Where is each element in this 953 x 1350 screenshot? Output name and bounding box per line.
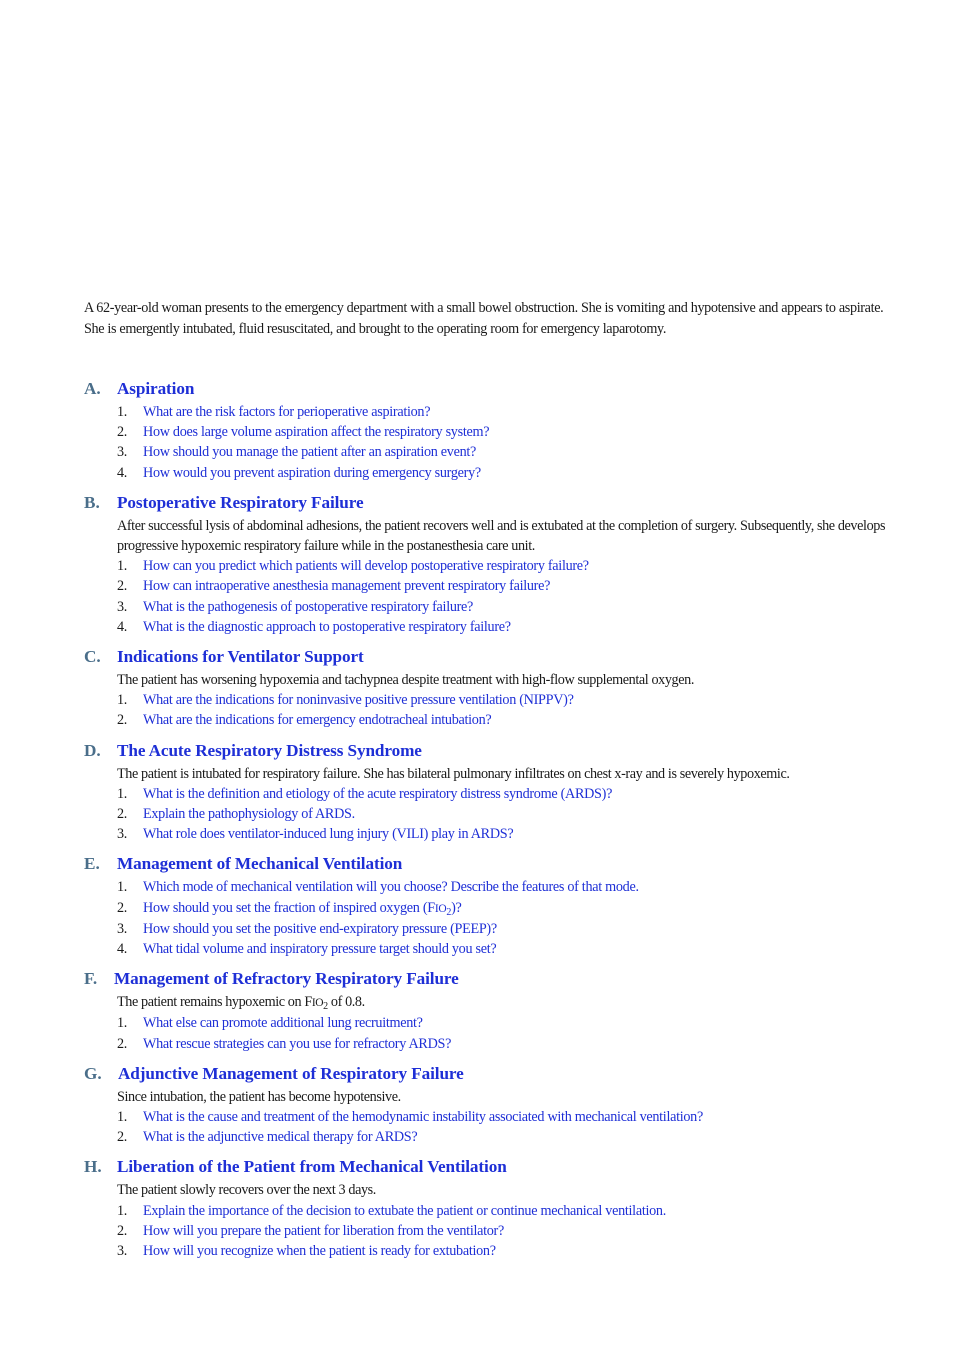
question-number: 3. <box>117 920 128 937</box>
question-item <box>117 442 904 462</box>
question-list <box>117 1013 904 1053</box>
section-f <box>84 966 904 1054</box>
question-item <box>117 710 904 730</box>
subscript: 2 <box>323 1001 328 1013</box>
question-text: What are the risk factors for perioperative aspiration? <box>143 404 431 420</box>
section-heading <box>84 1061 904 1087</box>
question-text-start: How should you set the fraction of inspired oxygen (F <box>143 899 435 916</box>
question-item <box>117 919 904 939</box>
question-text: How can you predict which patients will develop postoperative respiratory failure? <box>143 558 589 575</box>
section-scenario: Since intubation, the patient has become hypotensive. <box>117 1088 401 1105</box>
section-letter: D. <box>84 740 101 760</box>
question-number: 1. <box>117 1202 128 1219</box>
question-text: What role does ventilator-induced lung injury (VILI) play in ARDS? <box>143 826 514 843</box>
section-heading <box>84 738 904 764</box>
question-number: 3. <box>117 598 128 615</box>
question-text: What is the adjunctive medical therapy for ARDS? <box>143 1129 418 1146</box>
question-item <box>117 939 904 959</box>
question-text: What are the indications for noninvasive positive pressure ventilation (NIPPV)? <box>143 692 574 709</box>
section-b <box>84 490 904 637</box>
question-item <box>117 402 904 422</box>
question-text: How will you recognize when the patient is ready for extubation? <box>143 1243 496 1260</box>
question-text: What tidal volume and inspiratory pressure target should you set? <box>143 941 497 958</box>
question-number: 1. <box>117 1109 128 1126</box>
question-item <box>117 597 904 617</box>
question-list <box>117 690 904 730</box>
section-heading <box>84 851 904 877</box>
question-number: 2. <box>117 1035 128 1052</box>
question-item <box>117 1034 904 1054</box>
question-item <box>117 422 904 442</box>
question-number: 1. <box>117 404 128 420</box>
section-title: The Acute Respiratory Distress Syndrome <box>117 740 422 760</box>
subscript: 2 <box>446 906 452 918</box>
fio-small-caps: IO <box>311 997 324 1010</box>
question-text: What is the definition and etiology of the acute respiratory distress syndrome (ARDS)? <box>143 785 613 802</box>
question-number: 1. <box>117 785 128 802</box>
question-text: What else can promote additional lung recruitment? <box>143 1015 423 1032</box>
question-text: How should you manage the patient after an aspiration event? <box>143 444 477 461</box>
section-heading <box>84 1154 904 1180</box>
question-text: How would you prevent aspiration during emergency surgery? <box>143 464 481 481</box>
question-item <box>117 804 904 824</box>
scenario-text-start: The patient remains hypoxemic on F <box>117 994 312 1011</box>
section-scenario: The patient slowly recovers over the next 3 days. <box>117 1182 376 1199</box>
question-text: How should you set the positive end-expiratory pressure (PEEP)? <box>143 920 497 937</box>
question-item <box>117 463 904 483</box>
question-number: 4. <box>117 464 128 481</box>
section-title: Management of Refractory Respiratory Failure <box>114 969 459 989</box>
question-text: How will you prepare the patient for liberation from the ventilator? <box>143 1222 504 1239</box>
section-scenario <box>117 992 904 1013</box>
section-letter: G. <box>84 1063 102 1083</box>
section-heading <box>84 644 904 670</box>
section-letter: F. <box>84 969 98 989</box>
question-number: 3. <box>117 826 128 843</box>
section-title: Postoperative Respiratory Failure <box>117 492 364 512</box>
question-list <box>117 556 904 637</box>
question-item <box>117 898 904 919</box>
question-list <box>117 877 904 959</box>
question-text: What is the cause and treatment of the hemodynamic instability associated with mechanical ventilation? <box>143 1109 703 1126</box>
fio-small-caps: IO <box>434 902 447 915</box>
section-scenario: The patient is intubated for respiratory failure. She has bilateral pulmonary infiltrates on chest x-ray and is severely hypoxemic. <box>117 765 790 782</box>
question-text: Explain the importance of the decision to extubate the patient or continue mechanical ventilation. <box>143 1202 666 1219</box>
section-g <box>84 1061 904 1148</box>
case-intro: A 62-year-old woman presents to the emergency department with a small bowel obstruction. She is vomiting and hypotensive and appears to aspirate. She is emergently intubated, fluid resuscitated, and brought to the operating room for emergency laparotomy. <box>84 300 884 337</box>
question-number: 4. <box>117 618 128 635</box>
question-number: 3. <box>117 444 128 461</box>
section-letter: E. <box>84 854 100 874</box>
question-list <box>117 1201 904 1262</box>
question-text-end: )? <box>451 899 462 916</box>
question-text: How can intraoperative anesthesia management prevent respiratory failure? <box>143 578 551 595</box>
question-number: 2. <box>117 1222 128 1239</box>
question-item <box>117 784 904 804</box>
section-d <box>84 738 904 845</box>
question-number: 2. <box>117 578 128 595</box>
question-number: 1. <box>117 558 128 575</box>
question-text: Which mode of mechanical ventilation will you choose? Describe the features of that mode. <box>143 879 639 896</box>
question-number: 1. <box>117 879 128 896</box>
section-title: Indications for Ventilator Support <box>117 647 364 667</box>
question-text: What rescue strategies can you use for refractory ARDS? <box>143 1035 452 1052</box>
question-item <box>117 617 904 637</box>
question-text: What is the pathogenesis of postoperative respiratory failure? <box>143 598 474 615</box>
question-item <box>117 1241 904 1261</box>
question-number: 2. <box>117 424 128 441</box>
section-title: Adjunctive Management of Respiratory Failure <box>118 1063 464 1083</box>
question-text <box>143 898 462 919</box>
question-item <box>117 1107 904 1127</box>
question-number: 2. <box>117 712 128 729</box>
section-a <box>84 376 904 483</box>
question-text: How does large volume aspiration affect the respiratory system? <box>143 424 490 441</box>
question-item <box>117 576 904 596</box>
section-h <box>84 1154 904 1261</box>
section-letter: B. <box>84 492 100 512</box>
question-item <box>117 556 904 576</box>
section-heading <box>84 376 904 402</box>
question-number: 2. <box>117 1129 128 1146</box>
section-scenario: The patient has worsening hypoxemia and tachypnea despite treatment with high-flow supplemental oxygen. <box>117 672 694 689</box>
section-letter: A. <box>84 379 101 398</box>
section-heading <box>84 490 904 516</box>
section-title: Aspiration <box>117 379 195 398</box>
question-item <box>117 1013 904 1033</box>
question-item <box>117 1127 904 1147</box>
question-number: 2. <box>117 899 128 916</box>
question-list <box>117 1107 904 1147</box>
section-c <box>84 644 904 731</box>
question-item <box>117 1201 904 1221</box>
section-letter: H. <box>84 1157 102 1177</box>
question-text: What is the diagnostic approach to postoperative respiratory failure? <box>143 618 511 635</box>
question-number: 4. <box>117 941 128 958</box>
section-list <box>84 376 904 1268</box>
question-list <box>117 784 904 845</box>
scenario-text-end: of 0.8. <box>327 994 365 1011</box>
question-item <box>117 877 904 897</box>
section-title: Liberation of the Patient from Mechanical Ventilation <box>117 1157 507 1177</box>
question-item <box>117 824 904 844</box>
question-list <box>117 402 904 483</box>
question-number: 1. <box>117 1015 128 1032</box>
question-number: 2. <box>117 806 128 823</box>
question-number: 3. <box>117 1243 128 1260</box>
section-letter: C. <box>84 647 101 667</box>
question-item <box>117 690 904 710</box>
section-e <box>84 851 904 959</box>
question-number: 1. <box>117 692 128 709</box>
question-text: What are the indications for emergency endotracheal intubation? <box>143 712 492 729</box>
section-scenario: After successful lysis of abdominal adhesions, the patient recovers well and is extubated at the completion of surgery. Subsequently, she develops progressive hypoxemic respiratory failure while in the postanesthesia care unit. <box>117 517 886 555</box>
question-text: Explain the pathophysiology of ARDS. <box>143 806 355 823</box>
section-title: Management of Mechanical Ventilation <box>117 854 403 874</box>
question-item <box>117 1221 904 1241</box>
section-heading <box>84 966 904 992</box>
